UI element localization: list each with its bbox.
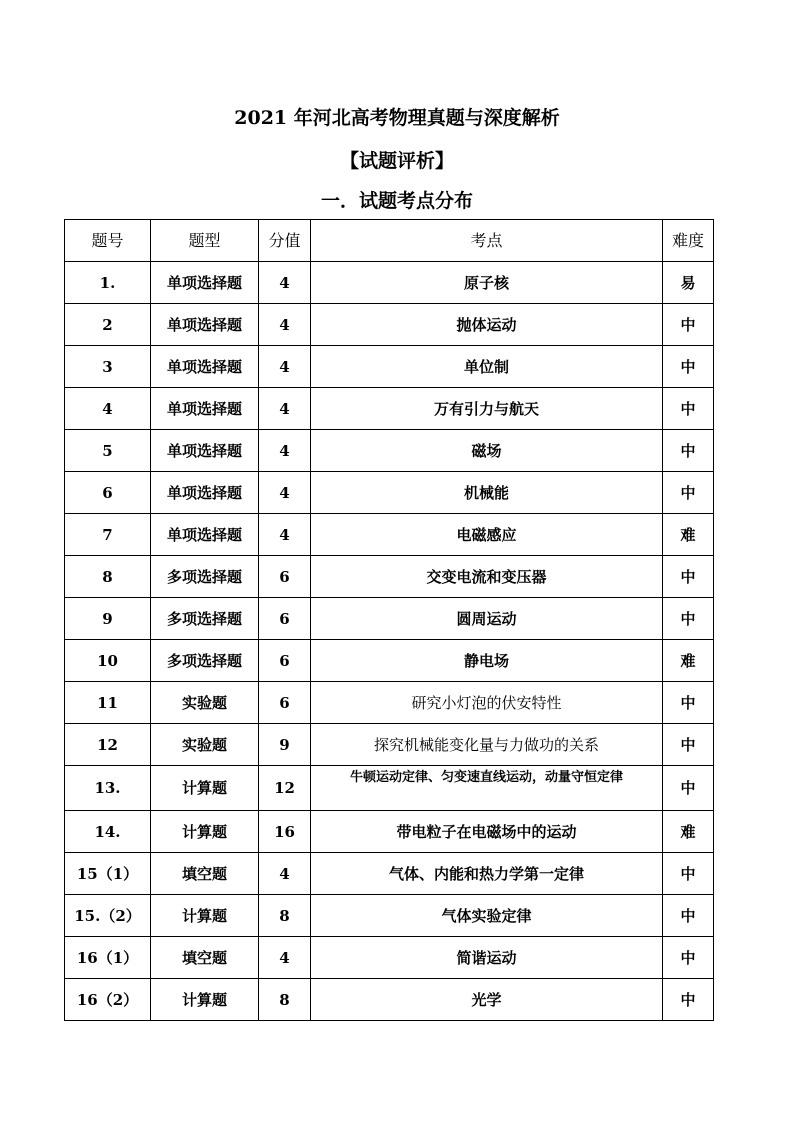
- topic-cell: 抛体运动: [311, 304, 663, 346]
- question-type-cell: 填空题: [151, 937, 259, 979]
- difficulty-cell: 中: [663, 979, 714, 1021]
- header-question-type: 题型: [151, 220, 259, 262]
- difficulty-cell: 中: [663, 937, 714, 979]
- score-cell: 6: [259, 556, 311, 598]
- document-title: 2021 年河北高考物理真题与深度解析: [234, 107, 560, 129]
- difficulty-cell: 中: [663, 556, 714, 598]
- topic-cell: 电磁感应: [311, 514, 663, 556]
- question-number-cell: 9: [65, 598, 151, 640]
- table-row: [65, 388, 714, 430]
- question-number-cell: 14.: [65, 811, 151, 853]
- header-difficulty: 难度: [663, 220, 714, 262]
- difficulty-cell: 难: [663, 811, 714, 853]
- table-row: [65, 895, 714, 937]
- score-cell: 4: [259, 472, 311, 514]
- question-type-cell: 单项选择题: [151, 514, 259, 556]
- question-type-cell: 单项选择题: [151, 472, 259, 514]
- topic-cell: 机械能: [311, 472, 663, 514]
- score-cell: 6: [259, 640, 311, 682]
- difficulty-cell: 中: [663, 388, 714, 430]
- topic-cell: 气体实验定律: [311, 895, 663, 937]
- score-cell: 4: [259, 262, 311, 304]
- score-cell: 16: [259, 811, 311, 853]
- question-number-cell: 4: [65, 388, 151, 430]
- header-topic: 考点: [311, 220, 663, 262]
- table-header-row: [65, 220, 714, 262]
- table-row: [65, 937, 714, 979]
- header-score: 分值: [259, 220, 311, 262]
- topic-cell: 研究小灯泡的伏安特性: [311, 682, 663, 724]
- score-cell: 12: [259, 766, 311, 811]
- topic-cell: 圆周运动: [311, 598, 663, 640]
- table-row: [65, 430, 714, 472]
- question-number-cell: 13.: [65, 766, 151, 811]
- topic-cell: 气体、内能和热力学第一定律: [311, 853, 663, 895]
- table-row: [65, 472, 714, 514]
- topic-cell: 带电粒子在电磁场中的运动: [311, 811, 663, 853]
- table-row: [65, 853, 714, 895]
- table-body: [65, 262, 714, 1021]
- question-type-cell: 填空题: [151, 853, 259, 895]
- exam-topic-table: [64, 219, 714, 1021]
- table-row: [65, 262, 714, 304]
- question-type-cell: 多项选择题: [151, 556, 259, 598]
- table-row: [65, 640, 714, 682]
- table-row: [65, 766, 714, 811]
- question-number-cell: 15（1）: [65, 853, 151, 895]
- score-cell: 6: [259, 682, 311, 724]
- difficulty-cell: 易: [663, 262, 714, 304]
- question-number-cell: 10: [65, 640, 151, 682]
- question-number-cell: 8: [65, 556, 151, 598]
- difficulty-cell: 中: [663, 472, 714, 514]
- topic-cell: 单位制: [311, 346, 663, 388]
- topic-cell: 探究机械能变化量与力做功的关系: [311, 724, 663, 766]
- topic-cell: 磁场: [311, 430, 663, 472]
- difficulty-cell: 中: [663, 853, 714, 895]
- difficulty-cell: 中: [663, 430, 714, 472]
- table-row: [65, 979, 714, 1021]
- question-type-cell: 计算题: [151, 895, 259, 937]
- score-cell: 8: [259, 979, 311, 1021]
- question-number-cell: 5: [65, 430, 151, 472]
- question-number-cell: 16（1）: [65, 937, 151, 979]
- score-cell: 9: [259, 724, 311, 766]
- question-type-cell: 实验题: [151, 724, 259, 766]
- difficulty-cell: 中: [663, 895, 714, 937]
- question-type-cell: 实验题: [151, 682, 259, 724]
- table-row: [65, 514, 714, 556]
- score-cell: 4: [259, 304, 311, 346]
- score-cell: 4: [259, 388, 311, 430]
- difficulty-cell: 难: [663, 514, 714, 556]
- question-type-cell: 单项选择题: [151, 304, 259, 346]
- topic-cell: 光学: [311, 979, 663, 1021]
- table-row: [65, 304, 714, 346]
- question-number-cell: 6: [65, 472, 151, 514]
- difficulty-cell: 难: [663, 640, 714, 682]
- table-row: [65, 598, 714, 640]
- difficulty-cell: 中: [663, 304, 714, 346]
- question-type-cell: 单项选择题: [151, 262, 259, 304]
- table-row: [65, 556, 714, 598]
- question-type-cell: 单项选择题: [151, 346, 259, 388]
- question-type-cell: 计算题: [151, 979, 259, 1021]
- topic-cell: 万有引力与航天: [311, 388, 663, 430]
- score-cell: 4: [259, 853, 311, 895]
- topic-cell: 牛顿运动定律、匀变速直线运动，动量守恒定律: [311, 766, 663, 811]
- question-type-cell: 单项选择题: [151, 430, 259, 472]
- topic-cell: 简谐运动: [311, 937, 663, 979]
- question-number-cell: 11: [65, 682, 151, 724]
- table-row: [65, 724, 714, 766]
- topic-cell: 静电场: [311, 640, 663, 682]
- section-heading: 一．试题考点分布: [320, 190, 473, 212]
- document-subtitle: 【试题评析】: [339, 150, 454, 172]
- table-row: [65, 346, 714, 388]
- score-cell: 4: [259, 346, 311, 388]
- score-cell: 4: [259, 430, 311, 472]
- difficulty-cell: 中: [663, 766, 714, 811]
- header-question-number: 题号: [65, 220, 151, 262]
- difficulty-cell: 中: [663, 724, 714, 766]
- question-type-cell: 计算题: [151, 766, 259, 811]
- question-number-cell: 15.（2）: [65, 895, 151, 937]
- question-type-cell: 计算题: [151, 811, 259, 853]
- difficulty-cell: 中: [663, 682, 714, 724]
- question-type-cell: 单项选择题: [151, 388, 259, 430]
- difficulty-cell: 中: [663, 346, 714, 388]
- question-number-cell: 2: [65, 304, 151, 346]
- question-number-cell: 16（2）: [65, 979, 151, 1021]
- question-number-cell: 1.: [65, 262, 151, 304]
- score-cell: 6: [259, 598, 311, 640]
- question-number-cell: 3: [65, 346, 151, 388]
- difficulty-cell: 中: [663, 598, 714, 640]
- question-type-cell: 多项选择题: [151, 598, 259, 640]
- question-number-cell: 7: [65, 514, 151, 556]
- score-cell: 4: [259, 937, 311, 979]
- score-cell: 8: [259, 895, 311, 937]
- question-number-cell: 12: [65, 724, 151, 766]
- score-cell: 4: [259, 514, 311, 556]
- table-row: [65, 811, 714, 853]
- question-type-cell: 多项选择题: [151, 640, 259, 682]
- table-row: [65, 682, 714, 724]
- topic-cell: 原子核: [311, 262, 663, 304]
- topic-cell: 交变电流和变压器: [311, 556, 663, 598]
